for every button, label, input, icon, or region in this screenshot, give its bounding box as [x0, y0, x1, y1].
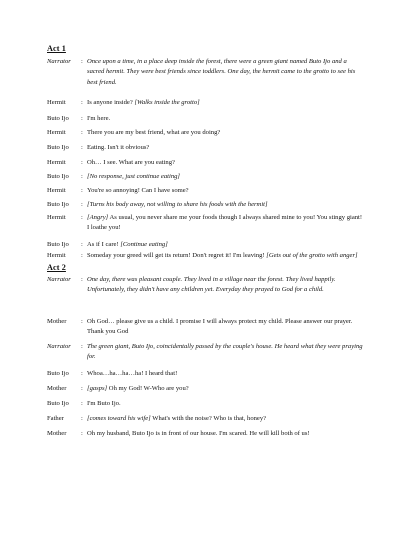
speaker-name: Hermit [47, 214, 66, 221]
line-text [87, 342, 364, 363]
speaker-colon: : [81, 276, 83, 283]
speaker-colon: : [81, 343, 83, 350]
dialogue-line [47, 186, 364, 196]
dialogue-line [47, 317, 364, 338]
line-text [87, 158, 364, 168]
speaker-colon: : [81, 370, 83, 377]
speaker-colon: : [81, 115, 83, 122]
speaker-name: Buto Ijo [47, 144, 69, 151]
line-text [87, 143, 364, 153]
dialogue-line [47, 213, 364, 234]
speaker-colon: : [81, 415, 83, 422]
speaker-name: Mother [47, 385, 67, 392]
stage-direction: [Angry] [87, 214, 109, 221]
speaker-name: Mother [47, 318, 67, 325]
dialogue-text: I'm Buto Ijo. [87, 400, 121, 407]
speaker-colon: : [81, 99, 83, 106]
line-text [87, 251, 364, 261]
line-text [87, 213, 364, 234]
dialogue-line [47, 200, 364, 210]
speaker-name: Buto Ijo [47, 173, 69, 180]
line-text [87, 98, 364, 108]
speaker-name: Hermit [47, 159, 66, 166]
dialogue-text: Oh God… please give us a child. I promise I will always protect my child. Please answer our prayer. Thank you God [87, 318, 353, 336]
dialogue-line [47, 114, 364, 124]
stage-direction: [Gets out of the grotto with anger] [266, 252, 358, 259]
dialogue-line [47, 399, 364, 409]
dialogue-line [47, 128, 364, 138]
speaker-colon: : [81, 318, 83, 325]
stage-direction: [Continue eating] [120, 241, 168, 248]
speaker-colon: : [81, 400, 83, 407]
dialogue-line [47, 251, 364, 261]
dialogue-line [47, 429, 364, 439]
dialogue-line [47, 143, 364, 153]
line-text [87, 114, 364, 124]
stage-direction: Once upon a time, in a place deep inside the forest, there were a green giant named Buto Ijo and a sacred hermit. They were best friends since toddlers. One day, the hermit came to the grotto to see his best friend. [87, 58, 356, 86]
speaker-name: Narrator [47, 343, 71, 350]
act-heading: Act 1 [47, 44, 66, 53]
speaker-name: Buto Ijo [47, 201, 69, 208]
line-text [87, 128, 364, 138]
dialogue-text: Eating. Isn't it obvious? [87, 144, 150, 151]
line-text [87, 429, 364, 439]
dialogue-line [47, 275, 364, 296]
line-text [87, 414, 364, 424]
speaker-name: Hermit [47, 99, 66, 106]
speaker-colon: : [81, 430, 83, 437]
speaker-colon: : [81, 241, 83, 248]
speaker-name: Hermit [47, 252, 66, 259]
line-text [87, 57, 364, 88]
dialogue-text: Is anyone inside? [87, 99, 135, 106]
line-text [87, 172, 364, 182]
stage-direction: [Turns his body away, not willing to share his foods with the hermit] [87, 201, 268, 208]
dialogue-text: Oh my God! W-Who are you? [107, 385, 189, 392]
dialogue-text: Someday your greed will get its return! Don't regret it! I'm leaving! [87, 252, 267, 259]
dialogue-text: Oh my husband, Buto Ijo is in front of our house. I'm scared. He will kill both of us! [87, 430, 310, 437]
speaker-name: Hermit [47, 129, 66, 136]
speaker-colon: : [81, 187, 83, 194]
dialogue-line [47, 172, 364, 182]
stage-direction: One day, there was pleasant couple. They lived in a village near the forest. They lived happily. Unfortunately, they didn't have any children yet. Everyday they prayed to God for a child. [87, 276, 336, 294]
speaker-colon: : [81, 252, 83, 259]
speaker-colon: : [81, 385, 83, 392]
dialogue-text: What's with the noise? Who is that, honey? [150, 415, 267, 422]
dialogue-text: There you are my best friend, what are you doing? [87, 129, 221, 136]
speaker-name: Father [47, 415, 64, 422]
stage-direction: [comes toward his wife] [87, 415, 151, 422]
speaker-name: Buto Ijo [47, 115, 69, 122]
dialogue-text: As if I care! [87, 241, 121, 248]
line-text [87, 240, 364, 250]
stage-direction: [No response, just continue eating] [87, 173, 180, 180]
stage-direction: The green giant, Buto Ijo, coincidentally passed by the couple's house. He heard what they were praying for. [87, 343, 363, 361]
line-text [87, 384, 364, 394]
dialogue-line [47, 240, 364, 250]
speaker-colon: : [81, 58, 83, 65]
speaker-colon: : [81, 129, 83, 136]
speaker-name: Mother [47, 430, 67, 437]
speaker-colon: : [81, 159, 83, 166]
line-text [87, 200, 364, 210]
line-text [87, 399, 364, 409]
line-text [87, 369, 364, 379]
line-text [87, 275, 364, 296]
speaker-name: Buto Ijo [47, 241, 69, 248]
line-text [87, 186, 364, 196]
dialogue-line [47, 57, 364, 88]
dialogue-line [47, 342, 364, 363]
dialogue-text: I'm here. [87, 115, 111, 122]
speaker-name: Narrator [47, 58, 71, 65]
dialogue-text: As usual, you never share me your foods though I always shared mine to you! You stingy giant! I loathe you! [87, 214, 363, 232]
dialogue-line [47, 369, 364, 379]
speaker-name: Narrator [47, 276, 71, 283]
speaker-name: Buto Ijo [47, 370, 69, 377]
stage-direction: [Walks inside the grotto] [134, 99, 200, 106]
dialogue-line [47, 384, 364, 394]
dialogue-text: Whoa…ha…ha…ha! I heard that! [87, 370, 178, 377]
speaker-name: Buto Ijo [47, 400, 69, 407]
act-heading: Act 2 [47, 263, 66, 272]
speaker-colon: : [81, 201, 83, 208]
speaker-name: Hermit [47, 187, 66, 194]
line-text [87, 317, 364, 338]
dialogue-text: You're so annoying! Can I have some? [87, 187, 189, 194]
dialogue-line [47, 158, 364, 168]
speaker-colon: : [81, 144, 83, 151]
speaker-colon: : [81, 214, 83, 221]
dialogue-line [47, 98, 364, 108]
dialogue-line [47, 414, 364, 424]
stage-direction: [gasps] [87, 385, 108, 392]
speaker-colon: : [81, 173, 83, 180]
dialogue-text: Oh… I see. What are you eating? [87, 159, 175, 166]
